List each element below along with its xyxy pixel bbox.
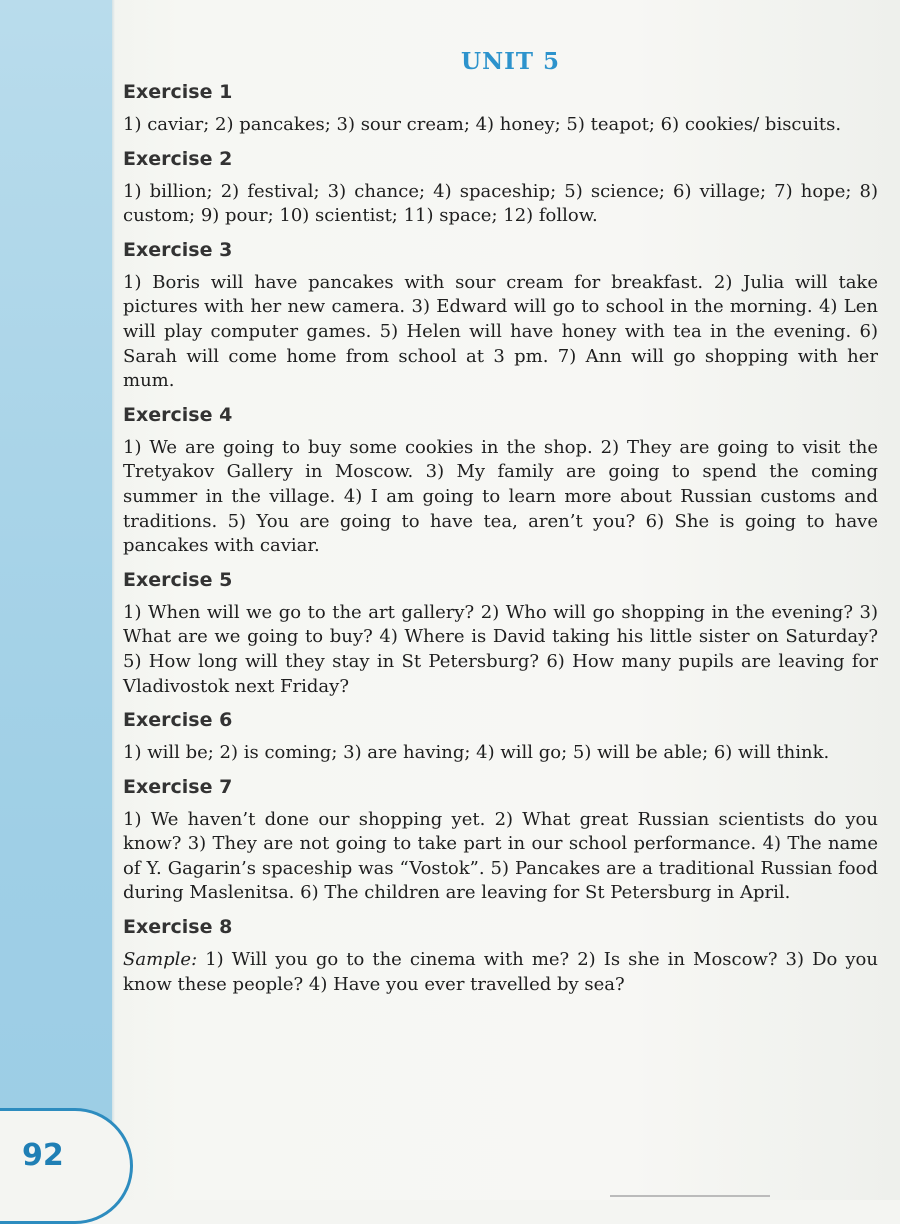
page-margin-band (0, 0, 112, 1200)
exercise-answers: 1) will be; 2) is coming; 3) are having; 4) will go; 5) will be able; 6) will think. (123, 742, 830, 764)
exercise-heading: Exercise 8 (123, 916, 233, 939)
exercise-6 (123, 709, 878, 766)
exercise-heading: Exercise 6 (123, 709, 233, 732)
exercise-1 (123, 81, 878, 138)
exercise-answers: 1) When will we go to the art gallery? 2) Who will go shopping in the evening? 3) What are we going to buy? 4) Where is David taking his little sister on Saturday? 5) How long will they stay in St Petersburg? 6) How many pupils are leaving for Vladivostok next Friday? (123, 601, 878, 697)
exercise-heading: Exercise 3 (123, 238, 233, 261)
footer-rule (610, 1195, 770, 1197)
exercise-3 (123, 239, 878, 394)
page-number-tab (0, 1108, 133, 1224)
exercise-5 (123, 569, 878, 699)
exercise-2 (123, 148, 878, 229)
exercise-answers: 1) Boris will have pancakes with sour cream for breakfast. 2) Julia will take pictures with her new camera. 3) Edward will go to school in the morning. 4) Len will play computer games. 5) Helen will have honey with tea in the evening. 6) Sarah will come home from school at 3 pm. 7) Ann will go shopping with her mum. (123, 271, 878, 392)
sample-answers: 1) Will you go to the cinema with me? 2) Is she in Moscow? 3) Do you know these people? 4) Have you ever travelled by sea? (123, 949, 878, 995)
exercise-heading: Exercise 2 (123, 147, 233, 170)
exercise-answers: 1) We haven’t done our shopping yet. 2) What great Russian scientists do you know? 3) They are not going to take part in our school performance. 4) The name of Y. Gagarin’s spaceship was “Vostok”. 5) Pancakes are a traditional Russian food during Maslenitsa. 6) The children are leaving for St Petersburg in April. (123, 808, 878, 904)
page-number: 92 (22, 1138, 64, 1173)
exercise-heading: Exercise 5 (123, 568, 233, 591)
exercise-answers: 1) billion; 2) festival; 3) chance; 4) spaceship; 5) science; 6) village; 7) hope; 8) custom; 9) pour; 10) scientist; 11) space; 12) follow. (123, 180, 878, 227)
exercise-heading: Exercise 7 (123, 775, 233, 798)
unit-title: UNIT 5 (461, 48, 560, 75)
exercise-heading: Exercise 4 (123, 403, 233, 426)
exercise-answers: 1) caviar; 2) pancakes; 3) sour cream; 4) honey; 5) teapot; 6) cookies/ biscuits. (123, 114, 842, 135)
exercise-4 (123, 404, 878, 559)
exercise-7 (123, 776, 878, 906)
sample-label: Sample: (123, 949, 198, 971)
answer-key-content (123, 48, 878, 1007)
exercise-answers: 1) We are going to buy some cookies in the shop. 2) They are going to visit the Tretyakov Gallery in Moscow. 3) My family are going to spend the coming summer in the village. 4) I am going to learn more about Russian customs and traditions. 5) You are going to have tea, aren’t you? 6) She is going to have pancakes with caviar. (123, 436, 878, 557)
exercise-answers (123, 948, 878, 997)
exercise-8 (123, 916, 878, 997)
exercise-heading: Exercise 1 (123, 81, 233, 103)
